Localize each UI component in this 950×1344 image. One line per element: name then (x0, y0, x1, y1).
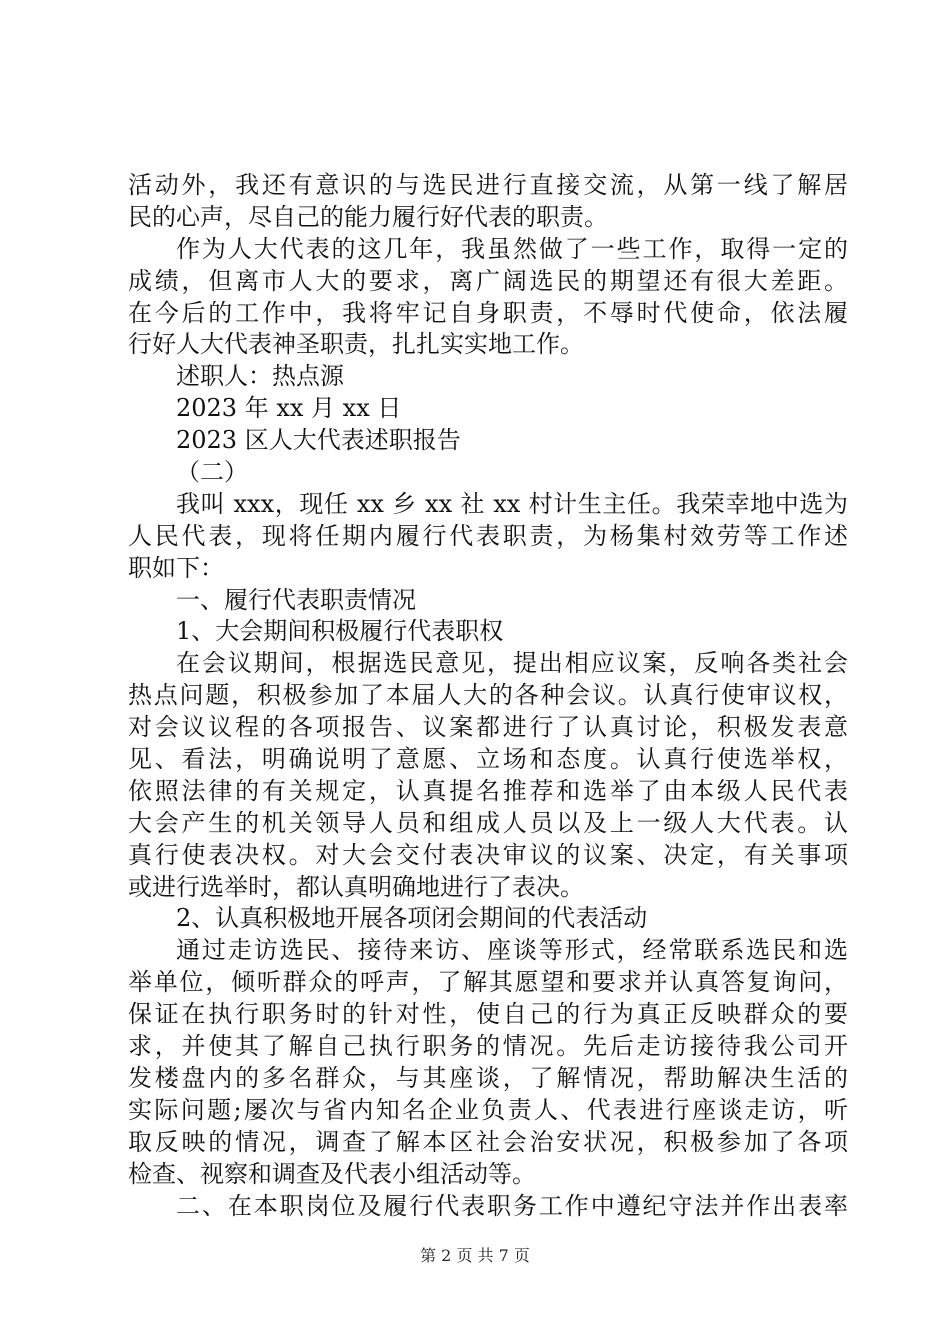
text-line: 见、看法，明确说明了意愿、立场和态度。认真行使选举权， (128, 745, 848, 774)
page-footer: 第 2 页 共 7 页 (420, 1246, 530, 1265)
text-line: 发楼盘内的多名群众，与其座谈，了解情况，帮助解决生活的 (128, 1063, 848, 1092)
text-line: 作为人大代表的这几年，我虽然做了一些工作，取得一定的 (176, 234, 848, 263)
text-line: 在会议期间，根据选民意见，提出相应议案，反响各类社会 (176, 649, 848, 678)
text-line: 成绩，但离市人大的要求，离广阔选民的期望还有很大差距。 (128, 266, 848, 295)
text-line: 对会议议程的各项报告、议案都进行了认真讨论，积极发表意 (128, 713, 848, 742)
text-line: 职如下： (128, 553, 224, 582)
document-body (128, 170, 848, 1222)
text-line: 在今后的工作中，我将牢记自身职责，不辱时代使命，依法履 (128, 298, 848, 327)
text-line: 求，并使其了解自己执行职务的情况。先后走访接待我公司开 (128, 1032, 848, 1061)
text-line: 举单位，倾听群众的呼声，了解其愿望和要求并认真答复询问， (128, 968, 848, 997)
text-line: 行好人大代表神圣职责，扎扎实实地工作。 (128, 330, 584, 359)
text-line: 依照法律的有关规定，认真提名推荐和选举了由本级人民代表 (128, 776, 848, 805)
text-line: 热点问题，积极参加了本届人大的各种会议。认真行使审议权， (128, 681, 848, 710)
text-line: 二、在本职岗位及履行代表职务工作中遵纪守法并作出表率 (176, 1191, 848, 1220)
text-line: 真行使表决权。对大会交付表决审议的议案、决定，有关事项 (128, 840, 848, 869)
text-line: 1、大会期间积极履行代表职权 (176, 617, 504, 646)
text-line: 述职人：热点源 (176, 362, 344, 391)
text-line: 2023 区人大代表述职报告 (176, 426, 461, 455)
text-line: 实际问题;屡次与省内知名企业负责人、代表进行座谈走访，听 (128, 1095, 848, 1124)
text-line: 保证在执行职务时的针对性，使自己的行为真正反映群众的要 (128, 1000, 848, 1029)
text-line: 2023 年 xx 月 xx 日 (176, 394, 402, 423)
text-line: （二） (176, 458, 248, 487)
text-line: 活动外，我还有意识的与选民进行直接交流，从第一线了解居 (128, 171, 848, 199)
text-line: 取反映的情况，调查了解本区社会治安状况，积极参加了各项 (128, 1127, 848, 1156)
text-line: 人民代表，现将任期内履行代表职责，为杨集村效劳等工作述 (128, 521, 848, 550)
text-line: 民的心声，尽自己的能力履行好代表的职责。 (128, 202, 608, 231)
text-line: 大会产生的机关领导人员和组成人员以及上一级人大代表。认 (128, 808, 848, 837)
text-line: 通过走访选民、接待来访、座谈等形式，经常联系选民和选 (176, 936, 848, 965)
text-line: 一、履行代表职责情况 (176, 585, 416, 614)
text-line: 我叫 xxx，现任 xx 乡 xx 社 xx 村计生主任。我荣幸地中选为 (176, 489, 848, 518)
text-line: 检查、视察和调查及代表小组活动等。 (128, 1159, 536, 1188)
text-line: 2、认真积极地开展各项闭会期间的代表活动 (176, 904, 648, 933)
text-line: 或进行选举时，都认真明确地进行了表决。 (128, 872, 584, 901)
